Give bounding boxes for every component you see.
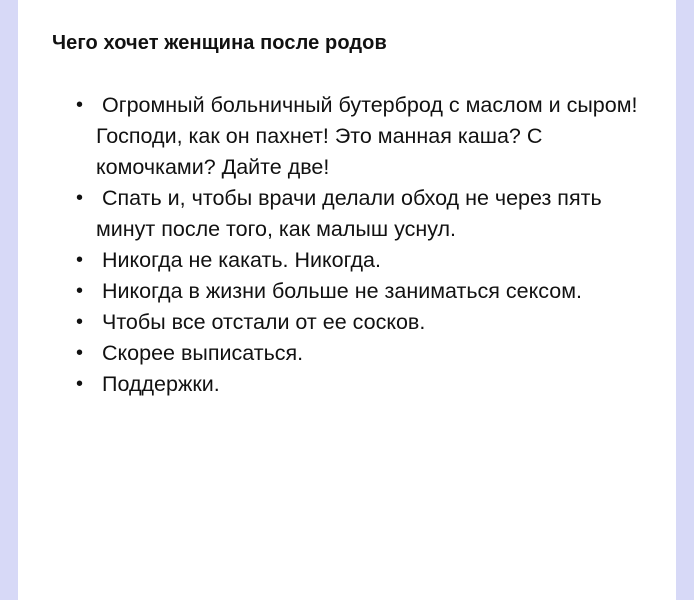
list-item — [76, 338, 666, 369]
list-item — [76, 276, 666, 307]
list-item — [76, 90, 666, 183]
list-item-text: Спать и, чтобы врачи делали обход не через пять минут после того, как малыш уснул. — [96, 186, 602, 241]
wish-list — [76, 90, 666, 400]
bullet-icon: • — [76, 311, 84, 333]
list-item — [76, 369, 666, 400]
list-item-text: Скорее выписаться. — [102, 341, 304, 365]
list-item — [76, 245, 666, 276]
list-item — [76, 307, 666, 338]
bullet-icon: • — [76, 187, 84, 209]
bullet-icon: • — [76, 94, 84, 116]
bullet-icon: • — [76, 342, 84, 364]
list-item-text: Огромный больничный бутерброд с маслом и сыром! Господи, как он пахнет! Это манная каша? С комочками? Дайте две! — [96, 93, 638, 179]
list-item — [76, 183, 666, 245]
list-item-text: Поддержки. — [102, 372, 220, 396]
page-card — [18, 0, 676, 600]
bullet-icon: • — [76, 249, 84, 271]
list-item-text: Никогда в жизни больше не заниматься сексом. — [102, 279, 582, 303]
bullet-icon: • — [76, 373, 84, 395]
page-title: Чего хочет женщина после родов — [52, 32, 387, 54]
bullet-icon: • — [76, 280, 84, 302]
list-item-text: Никогда не какать. Никогда. — [102, 248, 381, 272]
list-item-text: Чтобы все отстали от ее сосков. — [102, 310, 426, 334]
